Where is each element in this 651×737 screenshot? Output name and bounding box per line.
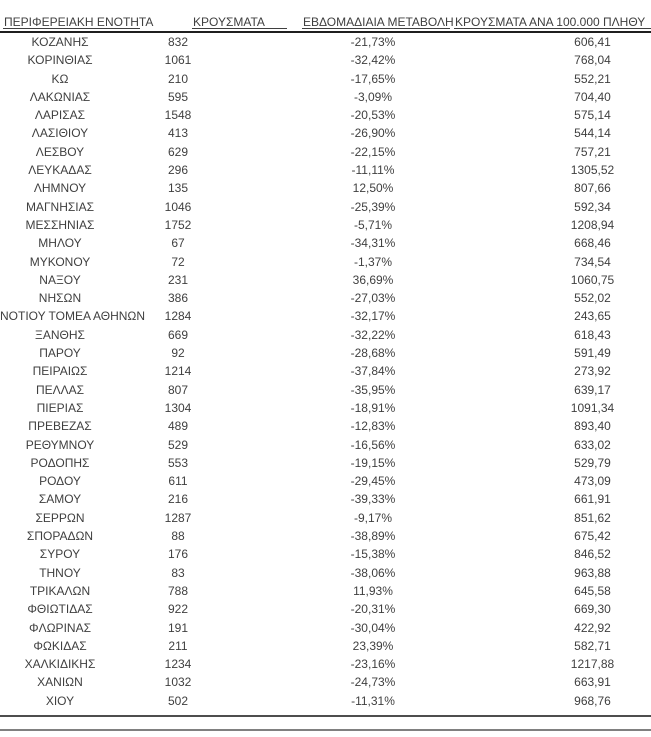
per-100k-cell: 618,43 <box>574 327 611 342</box>
per-100k-cell: 968,76 <box>574 693 611 708</box>
weekly-change-cell: -34,31% <box>350 236 396 251</box>
per-100k-cell: 529,79 <box>574 455 611 470</box>
region-cell: ΚΩ <box>51 71 69 86</box>
cases-cell: 216 <box>167 492 189 507</box>
table-row <box>0 179 651 197</box>
weekly-change-cell: -32,42% <box>350 53 396 68</box>
weekly-change-cell: -18,91% <box>350 400 396 415</box>
per-100k-cell: 639,17 <box>574 382 611 397</box>
table-row <box>0 143 651 161</box>
weekly-change-cell: -16,56% <box>350 437 396 452</box>
cases-cell: 1284 <box>164 309 192 324</box>
weekly-change-cell: -38,06% <box>350 565 396 580</box>
col-header-cases-per-100k: ΚΡΟΥΣΜΑΤΑ ΑΝΑ 100.000 ΠΛΗΘΥ <box>454 15 651 29</box>
region-cell: ΜΑΓΝΗΣΙΑΣ <box>25 199 95 214</box>
weekly-change-cell: -35,95% <box>350 382 396 397</box>
table-row <box>0 289 651 307</box>
col-header-region: ΠΕΡΙΦΕΡΕΙΑΚΗ ΕΝΟΤΗΤΑ <box>4 15 154 29</box>
weekly-change-cell: -26,90% <box>350 126 396 141</box>
cases-cell: 231 <box>167 272 189 287</box>
region-cell: ΠΕΙΡΑΙΩΣ <box>32 364 88 379</box>
per-100k-cell: 645,58 <box>574 583 611 598</box>
region-cell: ΡΟΔΟΥ <box>39 474 81 489</box>
table-row <box>0 124 651 142</box>
table-body <box>0 33 651 710</box>
region-cell: ΜΕΣΣΗΝΙΑΣ <box>25 217 95 232</box>
region-cell: ΛΕΣΒΟΥ <box>35 144 85 159</box>
weekly-change-cell: -17,65% <box>350 71 396 86</box>
region-cell: ΠΙΕΡΙΑΣ <box>36 400 84 415</box>
weekly-change-cell: -1,37% <box>353 254 393 269</box>
region-cell: ΤΗΝΟΥ <box>39 565 81 580</box>
region-cell: ΣΕΡΡΩΝ <box>35 510 85 525</box>
table-row <box>0 600 651 618</box>
per-100k-cell: 582,71 <box>574 638 611 653</box>
region-cell: ΣΠΟΡΑΔΩΝ <box>26 529 94 544</box>
weekly-change-cell: -21,73% <box>350 35 396 49</box>
table-row <box>0 106 651 124</box>
per-100k-cell: 591,49 <box>574 346 611 361</box>
cases-cell: 1234 <box>164 657 192 672</box>
table-row <box>0 619 651 637</box>
weekly-change-cell: -32,17% <box>350 309 396 324</box>
table-row <box>0 490 651 508</box>
cases-cell: 413 <box>167 126 189 141</box>
region-cell: ΛΑΣΙΘΙΟΥ <box>31 126 89 141</box>
weekly-change-cell: -11,11% <box>351 163 395 178</box>
per-100k-cell: 1217,88 <box>570 657 615 672</box>
weekly-change-cell: 36,69% <box>352 272 394 287</box>
cases-cell: 629 <box>167 144 189 159</box>
cases-cell: 595 <box>167 89 189 104</box>
table-row <box>0 454 651 472</box>
cases-cell: 788 <box>167 583 189 598</box>
cases-cell: 1214 <box>164 364 192 379</box>
region-cell: ΦΛΩΡΙΝΑΣ <box>29 620 91 635</box>
per-100k-cell: 704,40 <box>574 89 611 104</box>
per-100k-cell: 592,34 <box>574 199 611 214</box>
cases-cell: 88 <box>171 529 185 544</box>
cases-cell: 92 <box>171 346 185 361</box>
table-row <box>0 582 651 600</box>
col-header-cases: ΚΡΟΥΣΜΑΤΑ <box>192 15 287 29</box>
table-row <box>0 362 651 380</box>
weekly-change-cell: -15,38% <box>350 547 396 562</box>
region-cell: ΝΗΣΩΝ <box>38 291 82 306</box>
weekly-change-cell: -12,83% <box>350 419 396 434</box>
table-row <box>0 271 651 289</box>
per-100k-cell: 734,54 <box>574 254 611 269</box>
weekly-change-cell: 23,39% <box>352 638 394 653</box>
region-cell: ΣΑΜΟΥ <box>38 492 82 507</box>
cases-cell: 502 <box>167 693 189 708</box>
weekly-change-cell: -29,45% <box>350 474 396 489</box>
cases-cell: 296 <box>167 163 189 178</box>
per-100k-cell: 606,41 <box>574 35 611 49</box>
weekly-change-cell: -20,53% <box>350 108 396 123</box>
table-row <box>0 70 651 88</box>
table-row <box>0 344 651 362</box>
table-row <box>0 527 651 545</box>
region-cell: ΧΑΝΙΩΝ <box>37 675 83 690</box>
region-cell: ΛΑΚΩΝΙΑΣ <box>29 89 91 104</box>
region-cell: ΜΥΚΟΝΟΥ <box>29 254 91 269</box>
weekly-change-cell: -20,31% <box>350 602 396 617</box>
weekly-change-cell: -39,33% <box>350 492 396 507</box>
region-cell: ΛΕΥΚΑΔΑΣ <box>28 163 92 178</box>
weekly-change-cell: -24,73% <box>350 675 396 690</box>
per-100k-cell: 1208,94 <box>570 217 615 232</box>
table-row <box>0 545 651 563</box>
region-cell: ΠΕΛΛΑΣ <box>35 382 85 397</box>
weekly-change-cell: -28,68% <box>350 346 396 361</box>
table-row <box>0 436 651 454</box>
table-row <box>0 161 651 179</box>
weekly-change-cell: -30,04% <box>350 620 396 635</box>
per-100k-cell: 422,92 <box>574 620 611 635</box>
per-100k-cell: 675,42 <box>574 529 611 544</box>
cases-cell: 489 <box>167 419 189 434</box>
per-100k-cell: 544,14 <box>574 126 611 141</box>
table-row <box>0 399 651 417</box>
cases-cell: 832 <box>167 35 189 49</box>
table-row <box>0 216 651 234</box>
cases-cell: 1046 <box>164 199 192 214</box>
region-cell: ΛΑΡΙΣΑΣ <box>34 108 86 123</box>
cases-cell: 83 <box>171 565 185 580</box>
cases-cell: 72 <box>171 254 185 269</box>
weekly-change-cell: -38,89% <box>350 529 396 544</box>
cases-cell: 1032 <box>164 675 192 690</box>
footer-rule-bottom <box>0 729 651 731</box>
table-row <box>0 472 651 490</box>
per-100k-cell: 846,52 <box>574 547 611 562</box>
region-cell: ΠΑΡΟΥ <box>39 346 81 361</box>
weekly-change-cell: -25,39% <box>350 199 396 214</box>
cases-cell: 191 <box>167 620 189 635</box>
table-row <box>0 234 651 252</box>
table-row <box>0 198 651 216</box>
weekly-change-cell: -32,22% <box>350 327 396 342</box>
region-cell: ΝΟΤΙΟΥ ΤΟΜΕΑ ΑΘΗΝΩΝ <box>0 309 146 324</box>
cases-cell: 67 <box>171 236 185 251</box>
cases-cell: 669 <box>167 327 189 342</box>
table-row <box>0 655 651 673</box>
per-100k-cell: 661,91 <box>574 492 611 507</box>
cases-cell: 1304 <box>164 400 192 415</box>
cases-cell: 211 <box>168 638 188 653</box>
cases-cell: 1752 <box>164 217 192 232</box>
table-row <box>0 326 651 344</box>
weekly-change-cell: -22,15% <box>350 144 396 159</box>
per-100k-cell: 669,30 <box>574 602 611 617</box>
per-100k-cell: 1091,34 <box>570 400 615 415</box>
weekly-change-cell: -3,09% <box>353 89 393 104</box>
cases-cell: 807 <box>167 382 189 397</box>
region-cell: ΧΑΛΚΙΔΙΚΗΣ <box>24 657 96 672</box>
table-row <box>0 637 651 655</box>
table-row <box>0 51 651 69</box>
per-100k-cell: 668,46 <box>574 236 611 251</box>
per-100k-cell: 552,21 <box>574 71 611 86</box>
weekly-change-cell: 11,93% <box>353 583 393 598</box>
region-cell: ΧΙΟΥ <box>45 693 75 708</box>
weekly-change-cell: -19,15% <box>350 455 396 470</box>
per-100k-cell: 893,40 <box>574 419 611 434</box>
per-100k-cell: 1060,75 <box>570 272 615 287</box>
per-100k-cell: 473,09 <box>574 474 611 489</box>
per-100k-cell: 851,62 <box>574 510 611 525</box>
region-cell: ΠΡΕΒΕΖΑΣ <box>28 419 92 434</box>
region-cell: ΚΟΡΙΝΘΙΑΣ <box>27 53 93 68</box>
weekly-change-cell: -5,71% <box>353 217 393 232</box>
table-row <box>0 509 651 527</box>
per-100k-cell: 552,02 <box>574 291 611 306</box>
per-100k-cell: 243,65 <box>574 309 611 324</box>
cases-cell: 210 <box>167 71 189 86</box>
cases-cell: 176 <box>167 547 189 562</box>
cases-cell: 1287 <box>164 510 192 525</box>
weekly-change-cell: -9,17% <box>353 510 393 525</box>
weekly-change-cell: -27,03% <box>350 291 396 306</box>
weekly-change-cell: -11,31% <box>351 693 395 708</box>
per-100k-cell: 757,21 <box>574 144 611 159</box>
per-100k-cell: 273,92 <box>574 364 611 379</box>
region-cell: ΦΩΚΙΔΑΣ <box>33 638 87 653</box>
region-cell: ΝΑΞΟΥ <box>39 272 81 287</box>
footer-rule-top <box>0 715 651 717</box>
per-100k-cell: 575,14 <box>574 108 611 123</box>
per-100k-cell: 768,04 <box>574 53 611 68</box>
weekly-change-cell: -23,16% <box>350 657 396 672</box>
table-row <box>0 307 651 325</box>
table-row <box>0 417 651 435</box>
col-header-weekly-change: ΕΒΔΟΜΑΔΙΑΙΑ ΜΕΤΑΒΟΛΗ <box>303 15 454 29</box>
cases-cell: 386 <box>167 291 189 306</box>
per-100k-cell: 807,66 <box>574 181 611 196</box>
region-cell: ΡΕΘΥΜΝΟΥ <box>25 437 95 452</box>
per-100k-cell: 963,88 <box>574 565 611 580</box>
per-100k-cell: 633,02 <box>574 437 611 452</box>
table-row <box>0 88 651 106</box>
table-row <box>0 564 651 582</box>
cases-cell: 611 <box>168 474 188 489</box>
region-cell: ΤΡΙΚΑΛΩΝ <box>29 583 91 598</box>
region-cell: ΡΟΔΟΠΗΣ <box>30 455 90 470</box>
table-row <box>0 253 651 271</box>
region-cell: ΦΘΙΩΤΙΔΑΣ <box>27 602 93 617</box>
table-row <box>0 381 651 399</box>
per-100k-cell: 663,91 <box>574 675 611 690</box>
table-row <box>0 33 651 51</box>
cases-cell: 1061 <box>164 53 192 68</box>
region-cell: ΞΑΝΘΗΣ <box>35 327 85 342</box>
cases-cell: 922 <box>167 602 189 617</box>
region-cell: ΣΥΡΟΥ <box>39 547 81 562</box>
weekly-change-cell: 12,50% <box>352 181 394 196</box>
region-cell: ΚΟΖΑΝΗΣ <box>31 35 89 49</box>
table-row <box>0 692 651 710</box>
cases-cell: 1548 <box>164 108 192 123</box>
weekly-change-cell: -37,84% <box>350 364 396 379</box>
cases-cell: 529 <box>167 437 189 452</box>
cases-cell: 553 <box>167 455 189 470</box>
table-row <box>0 673 651 691</box>
region-cell: ΛΗΜΝΟΥ <box>33 181 87 196</box>
region-cell: ΜΗΛΟΥ <box>38 236 82 251</box>
per-100k-cell: 1305,52 <box>570 163 615 178</box>
cases-cell: 135 <box>167 181 189 196</box>
